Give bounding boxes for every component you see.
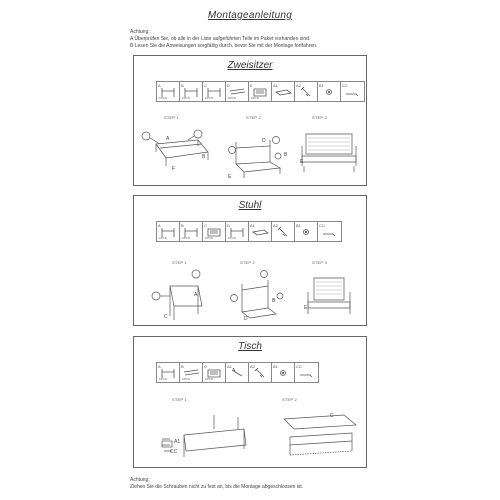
step2-table-diagram (272, 407, 362, 465)
screw-icon (298, 86, 315, 98)
part-letter: CC (342, 83, 348, 88)
part-letter: B1 (296, 223, 301, 228)
notice-heading: Achtung: (130, 29, 150, 35)
part-cell (226, 82, 249, 101)
part-letter: B (181, 223, 184, 228)
step-label: STEP 1 (172, 260, 187, 265)
part-letter: A1 (227, 364, 232, 369)
part-cell (249, 222, 272, 241)
part-cell (295, 82, 318, 101)
part-cell (203, 363, 226, 382)
part-cell (295, 222, 318, 241)
part-qty: 1PCS (159, 96, 167, 100)
part-letter: A (158, 223, 161, 228)
part-letter: B1 (319, 83, 324, 88)
part-letter: B1 (273, 364, 278, 369)
part-qty: 1PCS (159, 236, 167, 240)
part-cell (157, 222, 180, 241)
part-qty: 1PCS (182, 96, 190, 100)
step-label: STEP 2 (282, 397, 297, 402)
part-qty: 1PCS (228, 236, 236, 240)
section-zweisitzer: Zweisitzer A 1PCS B 1PCS C 1PCS D 1PCS E 1PCS A1 A2 B1 CC STEP 1 STEP 2 STEP 3 A F B E D B E (133, 55, 367, 186)
part-cell (272, 82, 295, 101)
part-cell (226, 222, 249, 241)
step-label: STEP 2 (246, 115, 261, 120)
notice-heading: Achtung: (130, 477, 150, 483)
part-cell (203, 82, 226, 101)
part-qty: 1PCS (182, 377, 190, 381)
step1-table-frame-diagram (154, 409, 254, 467)
step-label: STEP 2 (240, 260, 255, 265)
bolt-icon (229, 367, 246, 379)
part-letter: C (204, 223, 207, 228)
part-qty: 1PCS (205, 96, 213, 100)
washer-icon (321, 86, 338, 98)
part-letter: A2 (273, 223, 278, 228)
step-label: STEP 3 (312, 260, 327, 265)
part-letter: A2 (250, 364, 255, 369)
cushion-icon (252, 226, 269, 238)
part-cell (295, 363, 318, 382)
key-icon (321, 226, 338, 238)
part-letter: C (204, 83, 207, 88)
cushion-icon (275, 86, 292, 98)
step-label: STEP 1 (172, 397, 187, 402)
part-qty: 1PCS (251, 96, 259, 100)
step-label: STEP 1 (164, 115, 179, 120)
parts-list (156, 221, 342, 242)
section-tisch: Tisch A 1PCS B 1PCS C 1PCS A1 A2 B1 CC STEP 1 STEP 2 A1 CC C (133, 336, 367, 468)
step1-chair-frame-diagram (148, 266, 218, 324)
part-qty: 1PCS (205, 377, 213, 381)
part-qty: 1PCS (205, 236, 213, 240)
key-icon (298, 367, 315, 379)
part-cell (318, 222, 341, 241)
step3-chair-diagram (300, 270, 360, 324)
washer-icon (298, 226, 315, 238)
part-cell (180, 82, 203, 101)
part-letter: D (227, 223, 230, 228)
part-qty: 1PCS (159, 377, 167, 381)
part-letter: A1 (273, 83, 278, 88)
screw-icon (252, 367, 269, 379)
screw-icon (275, 226, 292, 238)
part-letter: B (181, 364, 184, 369)
section-title: Tisch (238, 341, 262, 352)
part-cell (203, 222, 226, 241)
part-cell (272, 222, 295, 241)
part-cell (341, 82, 364, 101)
part-letter: A1 (250, 223, 255, 228)
part-letter: A (158, 364, 161, 369)
part-cell (157, 363, 180, 382)
key-icon (344, 86, 361, 98)
section-stuhl: Stuhl A 1PCS B 1PCS C 1PCS D 1PCS A1 A2 B1 CC STEP 1 STEP 2 STEP 3 C A D B E (133, 195, 367, 326)
washer-icon (275, 367, 292, 379)
part-letter: A (158, 83, 161, 88)
part-letter: B (181, 83, 184, 88)
part-letter: C (204, 364, 207, 369)
page-title: Montageanleitung (207, 10, 293, 21)
part-cell (180, 222, 203, 241)
step-label: STEP 3 (312, 115, 327, 120)
part-letter: CC (296, 364, 302, 369)
part-letter: E (250, 83, 253, 88)
step2-sofa-frame-diagram (226, 122, 296, 180)
parts-list (156, 81, 365, 102)
notice-line: A Überprüfen Sie, ob alle in der Liste aufgeführten Teile im Paket vorhanden sind. (130, 36, 311, 42)
part-cell (318, 82, 341, 101)
part-cell (249, 363, 272, 382)
notice-line: Ziehen Sie die Schrauben nicht zu fest an, bis die Montage abgeschlossen ist. (130, 484, 304, 490)
section-title: Zweisitzer (227, 60, 273, 71)
part-qty: 1PCS (182, 236, 190, 240)
part-letter: CC (319, 223, 325, 228)
part-cell (226, 363, 249, 382)
step2-chair-frame-diagram (224, 266, 294, 324)
notice-bottom (130, 477, 303, 491)
part-cell (180, 363, 203, 382)
part-qty: 1PCS (228, 96, 236, 100)
part-cell (249, 82, 272, 101)
notice-top (130, 29, 317, 50)
step3-loveseat-diagram (294, 124, 364, 178)
parts-list (156, 362, 319, 383)
part-cell (272, 363, 295, 382)
part-letter: D (227, 83, 230, 88)
notice-line: B Lesen Sie die Anweisungen sorgfältig durch, bevor Sie mit der Montage fortfahren. (130, 43, 318, 49)
part-cell (157, 82, 180, 101)
section-title: Stuhl (238, 200, 262, 211)
step1-sofa-frame-diagram (138, 122, 218, 178)
part-letter: A2 (296, 83, 301, 88)
